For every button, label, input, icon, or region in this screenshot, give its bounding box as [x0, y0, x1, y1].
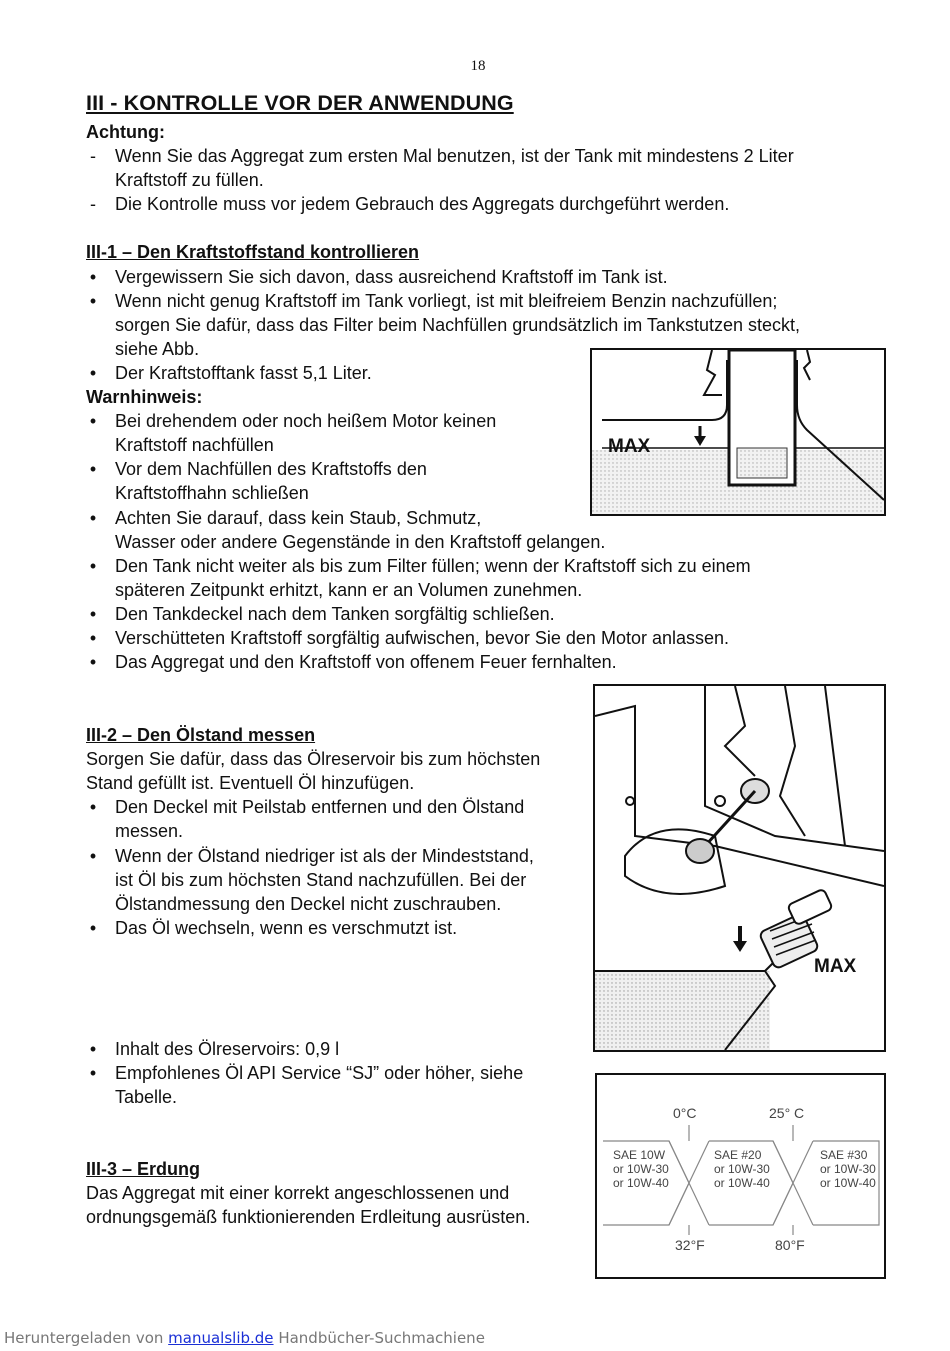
warn-item-6: Verschütteten Kraftstoff sorgfältig aufwischen, bevor Sie den Motor anlassen.	[115, 628, 730, 648]
section-2-heading: III-2 – Den Ölstand messen	[86, 725, 316, 745]
s2-item-1-line-1: Den Deckel mit Peilstab entfernen und den Ölstand	[115, 797, 525, 817]
s1-item-2-line-3: siehe Abb.	[115, 339, 200, 359]
section-1-heading: III-1 – Den Kraftstoffstand kontrollieren	[86, 242, 420, 262]
footer-prefix: Heruntergeladen von	[4, 1329, 169, 1347]
s3-text-line-1: Das Aggregat mit einer korrekt angeschlossenen und	[86, 1183, 510, 1203]
grade-line: or 10W-40	[820, 1176, 876, 1190]
s1-item-2-line-2: sorgen Sie dafür, dass das Filter beim Nachfüllen grundsätzlich im Tankstutzen steckt,	[115, 315, 801, 335]
warn-item-5: Den Tankdeckel nach dem Tanken sorgfältig schließen.	[115, 604, 555, 624]
oil-level-figure	[593, 684, 886, 1052]
bullet: •	[89, 267, 97, 287]
fuel-max-label: MAX	[608, 436, 651, 457]
warn-item-3-line-1: Achten Sie darauf, dass kein Staub, Schmutz,	[115, 508, 482, 528]
oil-grade-mid	[714, 1148, 770, 1190]
bullet: •	[89, 556, 97, 576]
page-number: 18	[470, 58, 486, 74]
bullet: •	[89, 604, 97, 624]
warn-item-1-line-1: Bei drehendem oder noch heißem Motor keinen	[115, 411, 497, 431]
achtung-item-1-line-1: Wenn Sie das Aggregat zum ersten Mal benutzen, ist der Tank mit mindestens 2 Liter	[115, 146, 794, 166]
oil-grade-cold	[613, 1148, 669, 1190]
achtung-item-1-line-2: Kraftstoff zu füllen.	[115, 170, 264, 190]
bullet: •	[89, 1063, 97, 1083]
warn-item-2-line-2: Kraftstoffhahn schließen	[115, 483, 309, 503]
page-title: III - KONTROLLE VOR DER ANWENDUNG	[86, 91, 514, 115]
fuel-tank-figure	[590, 348, 886, 516]
bullet: •	[89, 363, 97, 383]
bullet: •	[89, 846, 97, 866]
s2-item-5-line-2: Tabelle.	[115, 1087, 178, 1107]
s1-item-3: Der Kraftstofftank fasst 5,1 Liter.	[115, 363, 372, 383]
oil-max-label: MAX	[814, 956, 857, 977]
s2-item-5-line-1: Empfohlenes Öl API Service “SJ” oder höher, siehe	[115, 1063, 524, 1083]
bullet: •	[89, 291, 97, 311]
bullet: •	[89, 411, 97, 431]
grade-line: or 10W-40	[714, 1176, 770, 1190]
temp-c-0: 0°C	[673, 1105, 697, 1121]
oil-viscosity-chart	[595, 1073, 886, 1279]
warn-item-1-line-2: Kraftstoff nachfüllen	[115, 435, 274, 455]
s2-item-2-line-2: ist Öl bis zum höchsten Stand nachzufüllen. Bei der	[115, 870, 527, 890]
s2-item-2-line-1: Wenn der Ölstand niedriger ist als der Mindeststand,	[115, 846, 534, 866]
dash-marker: -	[90, 146, 96, 166]
s1-item-2-line-1: Wenn nicht genug Kraftstoff im Tank vorliegt, ist mit bleifreiem Benzin nachzufüllen;	[115, 291, 778, 311]
dash-marker: -	[90, 194, 96, 214]
bullet: •	[89, 797, 97, 817]
s2-item-2-line-3: Ölstandmessung den Deckel nicht zuschrauben.	[115, 894, 502, 914]
warning-heading: Warnhinweis:	[86, 387, 203, 407]
s2-item-3: Das Öl wechseln, wenn es verschmutzt ist.	[115, 918, 458, 938]
bullet: •	[89, 628, 97, 648]
grade-line: SAE #30	[820, 1148, 868, 1162]
grade-line: or 10W-30	[820, 1162, 876, 1176]
warn-item-4-line-1: Den Tank nicht weiter als bis zum Filter füllen; wenn der Kraftstoff sich zu einem	[115, 556, 751, 576]
bullet: •	[89, 508, 97, 528]
s1-item-1: Vergewissern Sie sich davon, dass ausreichend Kraftstoff im Tank ist.	[115, 267, 668, 287]
download-footer	[4, 1329, 485, 1347]
footer-suffix: Handbücher-Suchmachiene	[273, 1329, 485, 1347]
s2-intro-line-1: Sorgen Sie dafür, dass das Ölreservoir bis zum höchsten	[86, 749, 541, 769]
warn-item-4-line-2: späteren Zeitpunkt erhitzt, kann er an Volumen zunehmen.	[115, 580, 583, 600]
s2-intro-line-2: Stand gefüllt ist. Eventuell Öl hinzufügen.	[86, 773, 415, 793]
section-3-heading: III-3 – Erdung	[86, 1159, 201, 1179]
temp-f-80: 80°F	[775, 1237, 805, 1253]
warn-item-2-line-1: Vor dem Nachfüllen des Kraftstoffs den	[115, 459, 427, 479]
grade-line: or 10W-30	[613, 1162, 669, 1176]
bullet: •	[89, 1039, 97, 1059]
temp-f-32: 32°F	[675, 1237, 705, 1253]
warn-item-3-line-2: Wasser oder andere Gegenstände in den Kraftstoff gelangen.	[115, 532, 606, 552]
manualslib-link[interactable]: manualslib.de	[168, 1329, 274, 1347]
achtung-heading: Achtung:	[86, 122, 165, 142]
grade-line: SAE #20	[714, 1148, 762, 1162]
s3-text-line-2: ordnungsgemäß funktionierenden Erdleitung ausrüsten.	[86, 1207, 531, 1227]
s2-item-4: Inhalt des Ölreservoirs: 0,9 l	[115, 1039, 340, 1059]
grade-line: SAE 10W	[613, 1148, 666, 1162]
oil-grade-warm	[820, 1148, 876, 1190]
grade-line: or 10W-30	[714, 1162, 770, 1176]
grade-line: or 10W-40	[613, 1176, 669, 1190]
temp-c-25: 25° C	[769, 1105, 805, 1121]
warn-item-7: Das Aggregat und den Kraftstoff von offenem Feuer fernhalten.	[115, 652, 617, 672]
bullet: •	[89, 652, 97, 672]
bullet: •	[89, 918, 97, 938]
achtung-item-2: Die Kontrolle muss vor jedem Gebrauch des Aggregats durchgeführt werden.	[115, 194, 730, 214]
s2-item-1-line-2: messen.	[115, 821, 184, 841]
bullet: •	[89, 459, 97, 479]
